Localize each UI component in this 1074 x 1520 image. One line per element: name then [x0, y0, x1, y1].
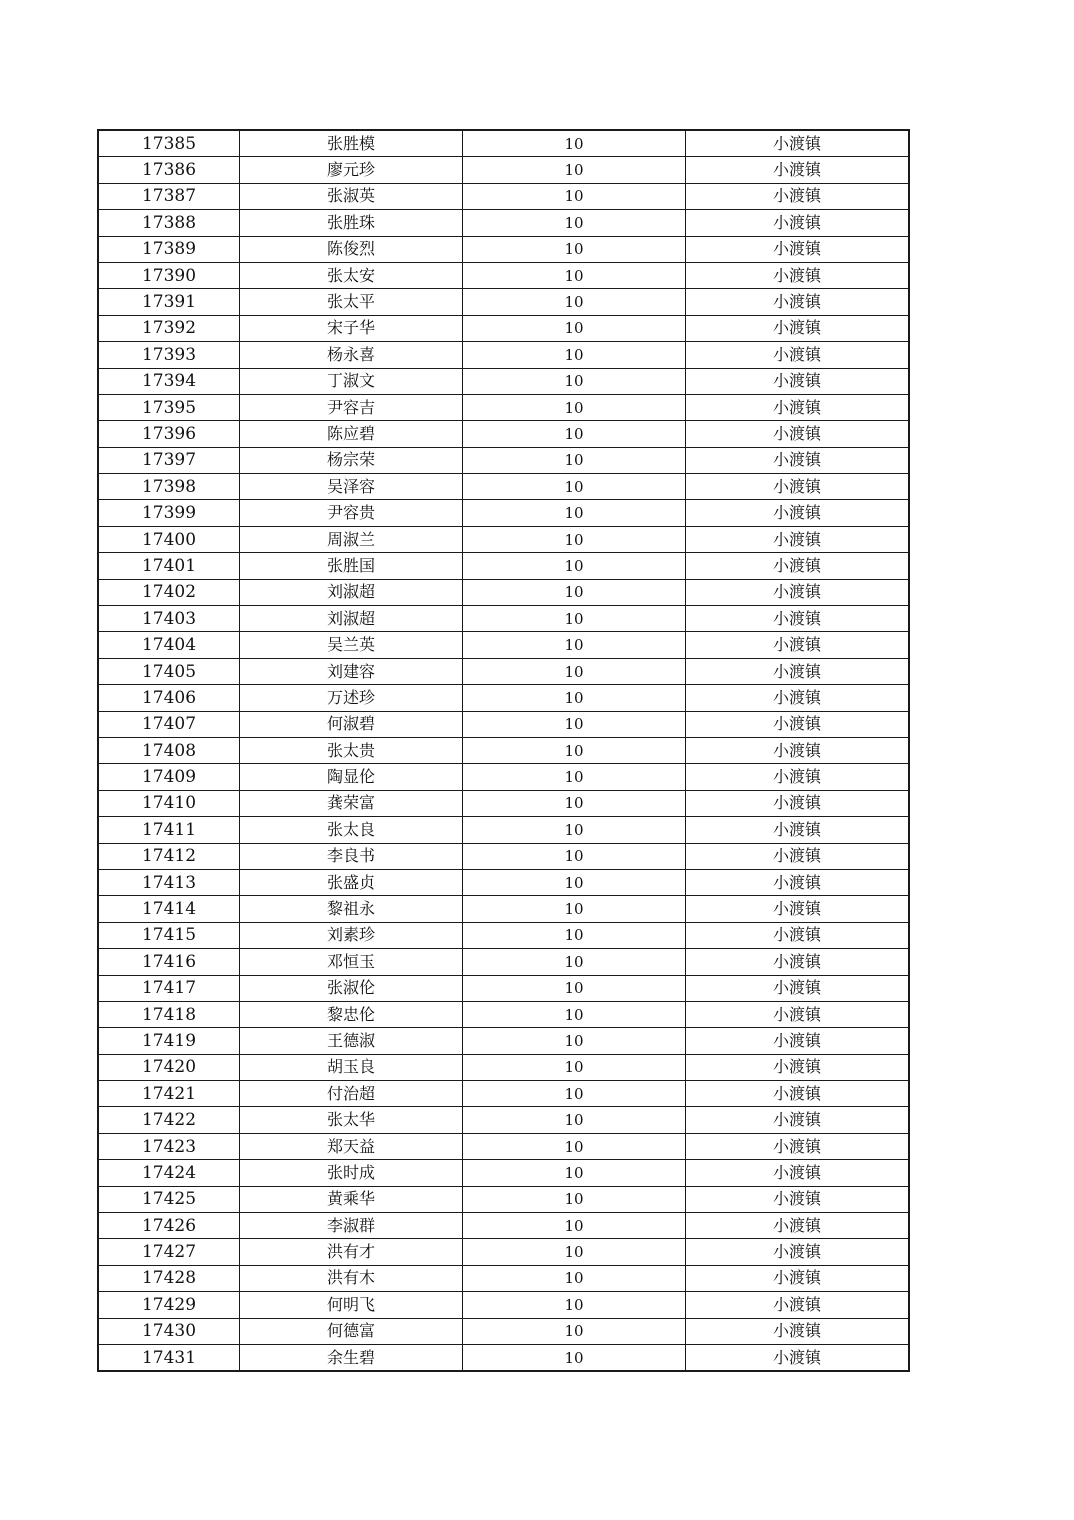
row-id-cell: 17392	[98, 315, 240, 341]
row-name-cell: 张淑英	[240, 183, 463, 209]
row-id-cell: 17424	[98, 1160, 240, 1186]
row-id-cell: 17395	[98, 394, 240, 420]
row-town-cell: 小渡镇	[686, 975, 910, 1001]
row-town-cell: 小渡镇	[686, 1028, 910, 1054]
row-name-cell: 杨宗荣	[240, 447, 463, 473]
row-name-cell: 黎忠伦	[240, 1001, 463, 1027]
row-id-cell: 17385	[98, 130, 240, 157]
row-id-cell: 17414	[98, 896, 240, 922]
row-town-cell: 小渡镇	[686, 342, 910, 368]
row-town-cell: 小渡镇	[686, 1081, 910, 1107]
row-town-cell: 小渡镇	[686, 817, 910, 843]
row-town-cell: 小渡镇	[686, 1213, 910, 1239]
table-row	[98, 685, 909, 711]
row-id-cell: 17429	[98, 1292, 240, 1318]
table-row	[98, 1239, 909, 1265]
row-town-cell: 小渡镇	[686, 130, 910, 157]
table-row	[98, 764, 909, 790]
row-town-cell: 小渡镇	[686, 526, 910, 552]
row-amount-cell: 10	[463, 236, 686, 262]
row-name-cell: 洪有木	[240, 1265, 463, 1291]
row-name-cell: 刘素珍	[240, 922, 463, 948]
row-amount-cell: 10	[463, 922, 686, 948]
row-town-cell: 小渡镇	[686, 632, 910, 658]
row-name-cell: 张太平	[240, 289, 463, 315]
row-town-cell: 小渡镇	[686, 1318, 910, 1344]
row-amount-cell: 10	[463, 1081, 686, 1107]
row-town-cell: 小渡镇	[686, 1054, 910, 1080]
row-town-cell: 小渡镇	[686, 315, 910, 341]
row-amount-cell: 10	[463, 737, 686, 763]
row-amount-cell: 10	[463, 1344, 686, 1371]
row-town-cell: 小渡镇	[686, 500, 910, 526]
row-name-cell: 何明飞	[240, 1292, 463, 1318]
row-amount-cell: 10	[463, 711, 686, 737]
row-town-cell: 小渡镇	[686, 711, 910, 737]
row-id-cell: 17406	[98, 685, 240, 711]
table-row	[98, 1160, 909, 1186]
row-name-cell: 尹容贵	[240, 500, 463, 526]
table-body	[98, 130, 909, 1371]
row-amount-cell: 10	[463, 421, 686, 447]
row-town-cell: 小渡镇	[686, 579, 910, 605]
row-amount-cell: 10	[463, 869, 686, 895]
table-row	[98, 1186, 909, 1212]
row-amount-cell: 10	[463, 289, 686, 315]
row-amount-cell: 10	[463, 1028, 686, 1054]
row-amount-cell: 10	[463, 1107, 686, 1133]
row-id-cell: 17402	[98, 579, 240, 605]
row-amount-cell: 10	[463, 817, 686, 843]
row-amount-cell: 10	[463, 579, 686, 605]
row-amount-cell: 10	[463, 1001, 686, 1027]
row-name-cell: 张淑伦	[240, 975, 463, 1001]
row-town-cell: 小渡镇	[686, 183, 910, 209]
row-id-cell: 17417	[98, 975, 240, 1001]
row-name-cell: 黎祖永	[240, 896, 463, 922]
row-id-cell: 17397	[98, 447, 240, 473]
row-town-cell: 小渡镇	[686, 236, 910, 262]
row-name-cell: 张盛贞	[240, 869, 463, 895]
row-id-cell: 17411	[98, 817, 240, 843]
row-town-cell: 小渡镇	[686, 737, 910, 763]
row-amount-cell: 10	[463, 500, 686, 526]
row-town-cell: 小渡镇	[686, 764, 910, 790]
row-town-cell: 小渡镇	[686, 1344, 910, 1371]
row-name-cell: 胡玉良	[240, 1054, 463, 1080]
row-name-cell: 张太良	[240, 817, 463, 843]
row-id-cell: 17422	[98, 1107, 240, 1133]
row-amount-cell: 10	[463, 1265, 686, 1291]
row-id-cell: 17409	[98, 764, 240, 790]
row-name-cell: 龚荣富	[240, 790, 463, 816]
row-town-cell: 小渡镇	[686, 262, 910, 288]
row-amount-cell: 10	[463, 1239, 686, 1265]
row-amount-cell: 10	[463, 632, 686, 658]
row-id-cell: 17391	[98, 289, 240, 315]
row-name-cell: 付治超	[240, 1081, 463, 1107]
row-name-cell: 陈应碧	[240, 421, 463, 447]
row-id-cell: 17415	[98, 922, 240, 948]
row-name-cell: 黄乘华	[240, 1186, 463, 1212]
row-id-cell: 17421	[98, 1081, 240, 1107]
row-name-cell: 王德淑	[240, 1028, 463, 1054]
row-name-cell: 刘淑超	[240, 579, 463, 605]
row-name-cell: 张太安	[240, 262, 463, 288]
row-amount-cell: 10	[463, 210, 686, 236]
row-id-cell: 17388	[98, 210, 240, 236]
row-town-cell: 小渡镇	[686, 368, 910, 394]
row-town-cell: 小渡镇	[686, 1186, 910, 1212]
table-row	[98, 447, 909, 473]
row-name-cell: 张太贵	[240, 737, 463, 763]
row-name-cell: 杨永喜	[240, 342, 463, 368]
row-amount-cell: 10	[463, 685, 686, 711]
row-id-cell: 17405	[98, 658, 240, 684]
row-amount-cell: 10	[463, 1054, 686, 1080]
row-amount-cell: 10	[463, 1186, 686, 1212]
row-name-cell: 张胜模	[240, 130, 463, 157]
row-town-cell: 小渡镇	[686, 210, 910, 236]
row-amount-cell: 10	[463, 553, 686, 579]
row-town-cell: 小渡镇	[686, 1292, 910, 1318]
row-id-cell: 17425	[98, 1186, 240, 1212]
row-amount-cell: 10	[463, 394, 686, 420]
table-row	[98, 1318, 909, 1344]
row-name-cell: 李良书	[240, 843, 463, 869]
row-amount-cell: 10	[463, 1160, 686, 1186]
row-name-cell: 陈俊烈	[240, 236, 463, 262]
row-amount-cell: 10	[463, 790, 686, 816]
table-row	[98, 817, 909, 843]
row-town-cell: 小渡镇	[686, 1001, 910, 1027]
row-amount-cell: 10	[463, 896, 686, 922]
row-amount-cell: 10	[463, 183, 686, 209]
row-id-cell: 17419	[98, 1028, 240, 1054]
row-name-cell: 何德富	[240, 1318, 463, 1344]
table-row	[98, 210, 909, 236]
row-amount-cell: 10	[463, 606, 686, 632]
row-town-cell: 小渡镇	[686, 1160, 910, 1186]
row-town-cell: 小渡镇	[686, 896, 910, 922]
row-amount-cell: 10	[463, 474, 686, 500]
row-town-cell: 小渡镇	[686, 447, 910, 473]
table-row	[98, 262, 909, 288]
row-town-cell: 小渡镇	[686, 1265, 910, 1291]
table-row	[98, 711, 909, 737]
row-town-cell: 小渡镇	[686, 1239, 910, 1265]
row-amount-cell: 10	[463, 1213, 686, 1239]
table-row	[98, 1213, 909, 1239]
table-row	[98, 579, 909, 605]
row-town-cell: 小渡镇	[686, 843, 910, 869]
row-name-cell: 宋子华	[240, 315, 463, 341]
table-row	[98, 289, 909, 315]
row-id-cell: 17426	[98, 1213, 240, 1239]
table-row	[98, 368, 909, 394]
row-id-cell: 17431	[98, 1344, 240, 1371]
row-amount-cell: 10	[463, 262, 686, 288]
row-amount-cell: 10	[463, 130, 686, 157]
table-row	[98, 394, 909, 420]
row-name-cell: 张太华	[240, 1107, 463, 1133]
row-name-cell: 陶显伦	[240, 764, 463, 790]
row-id-cell: 17393	[98, 342, 240, 368]
table-row	[98, 896, 909, 922]
row-amount-cell: 10	[463, 315, 686, 341]
table-row	[98, 1292, 909, 1318]
row-name-cell: 尹容吉	[240, 394, 463, 420]
row-id-cell: 17403	[98, 606, 240, 632]
table-row	[98, 1001, 909, 1027]
row-name-cell: 廖元珍	[240, 157, 463, 183]
table-row	[98, 421, 909, 447]
row-amount-cell: 10	[463, 843, 686, 869]
row-town-cell: 小渡镇	[686, 474, 910, 500]
row-name-cell: 张胜国	[240, 553, 463, 579]
table-row	[98, 526, 909, 552]
row-name-cell: 吴泽容	[240, 474, 463, 500]
table-row	[98, 1107, 909, 1133]
row-town-cell: 小渡镇	[686, 869, 910, 895]
row-id-cell: 17407	[98, 711, 240, 737]
table-row	[98, 474, 909, 500]
table-row	[98, 130, 909, 157]
row-id-cell: 17427	[98, 1239, 240, 1265]
row-amount-cell: 10	[463, 342, 686, 368]
row-amount-cell: 10	[463, 368, 686, 394]
row-id-cell: 17394	[98, 368, 240, 394]
row-id-cell: 17386	[98, 157, 240, 183]
row-name-cell: 余生碧	[240, 1344, 463, 1371]
table-row	[98, 737, 909, 763]
row-id-cell: 17396	[98, 421, 240, 447]
table-row	[98, 1054, 909, 1080]
table-row	[98, 790, 909, 816]
row-id-cell: 17413	[98, 869, 240, 895]
table-row	[98, 632, 909, 658]
row-id-cell: 17387	[98, 183, 240, 209]
row-id-cell: 17420	[98, 1054, 240, 1080]
table-row	[98, 1028, 909, 1054]
row-name-cell: 张时成	[240, 1160, 463, 1186]
row-town-cell: 小渡镇	[686, 922, 910, 948]
row-amount-cell: 10	[463, 764, 686, 790]
row-id-cell: 17418	[98, 1001, 240, 1027]
row-amount-cell: 10	[463, 1292, 686, 1318]
row-name-cell: 刘淑超	[240, 606, 463, 632]
table-row	[98, 342, 909, 368]
data-table	[97, 129, 910, 1372]
row-amount-cell: 10	[463, 949, 686, 975]
row-name-cell: 吴兰英	[240, 632, 463, 658]
row-amount-cell: 10	[463, 975, 686, 1001]
table-row	[98, 1133, 909, 1159]
row-id-cell: 17408	[98, 737, 240, 763]
table-row	[98, 315, 909, 341]
row-id-cell: 17423	[98, 1133, 240, 1159]
row-name-cell: 洪有才	[240, 1239, 463, 1265]
row-town-cell: 小渡镇	[686, 1107, 910, 1133]
row-id-cell: 17416	[98, 949, 240, 975]
table-row	[98, 922, 909, 948]
row-town-cell: 小渡镇	[686, 1133, 910, 1159]
row-id-cell: 17400	[98, 526, 240, 552]
row-town-cell: 小渡镇	[686, 157, 910, 183]
row-amount-cell: 10	[463, 447, 686, 473]
row-town-cell: 小渡镇	[686, 394, 910, 420]
row-id-cell: 17398	[98, 474, 240, 500]
table-row	[98, 869, 909, 895]
row-town-cell: 小渡镇	[686, 553, 910, 579]
row-id-cell: 17410	[98, 790, 240, 816]
row-town-cell: 小渡镇	[686, 790, 910, 816]
row-amount-cell: 10	[463, 157, 686, 183]
row-town-cell: 小渡镇	[686, 685, 910, 711]
row-id-cell: 17412	[98, 843, 240, 869]
table-row	[98, 236, 909, 262]
row-town-cell: 小渡镇	[686, 289, 910, 315]
row-amount-cell: 10	[463, 1133, 686, 1159]
table-row	[98, 1344, 909, 1371]
table-row	[98, 1265, 909, 1291]
table-row	[98, 658, 909, 684]
table-row	[98, 500, 909, 526]
row-id-cell: 17430	[98, 1318, 240, 1344]
table-row	[98, 553, 909, 579]
row-id-cell: 17390	[98, 262, 240, 288]
row-amount-cell: 10	[463, 1318, 686, 1344]
row-name-cell: 万述珍	[240, 685, 463, 711]
row-name-cell: 李淑群	[240, 1213, 463, 1239]
table-row	[98, 183, 909, 209]
row-id-cell: 17428	[98, 1265, 240, 1291]
table-row	[98, 949, 909, 975]
row-town-cell: 小渡镇	[686, 949, 910, 975]
row-town-cell: 小渡镇	[686, 658, 910, 684]
row-name-cell: 周淑兰	[240, 526, 463, 552]
table-row	[98, 157, 909, 183]
row-name-cell: 何淑碧	[240, 711, 463, 737]
table-row	[98, 843, 909, 869]
table-row	[98, 975, 909, 1001]
row-name-cell: 刘建容	[240, 658, 463, 684]
row-id-cell: 17404	[98, 632, 240, 658]
row-id-cell: 17389	[98, 236, 240, 262]
table-row	[98, 606, 909, 632]
row-id-cell: 17401	[98, 553, 240, 579]
row-amount-cell: 10	[463, 658, 686, 684]
row-town-cell: 小渡镇	[686, 421, 910, 447]
row-amount-cell: 10	[463, 526, 686, 552]
row-name-cell: 丁淑文	[240, 368, 463, 394]
table-row	[98, 1081, 909, 1107]
row-name-cell: 张胜珠	[240, 210, 463, 236]
row-town-cell: 小渡镇	[686, 606, 910, 632]
row-name-cell: 郑天益	[240, 1133, 463, 1159]
row-name-cell: 邓恒玉	[240, 949, 463, 975]
row-id-cell: 17399	[98, 500, 240, 526]
